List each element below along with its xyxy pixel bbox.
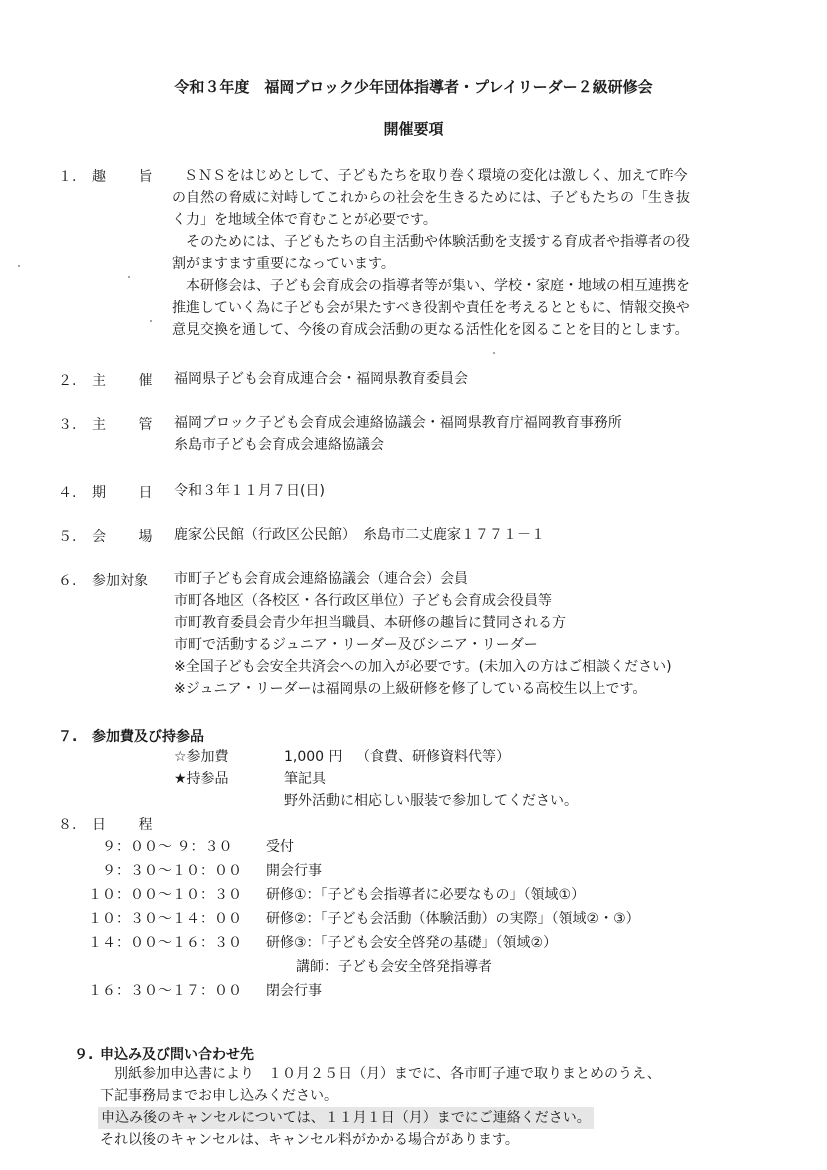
section-7-number: ７.: [58, 729, 78, 745]
section-6-line: ※全国子ども会安全共済会への加入が必要です。(未加入の方はご相談ください): [174, 659, 672, 675]
document-subtitle: 開催要項: [383, 120, 444, 138]
section-1-line: 割がますます重要になっています。: [172, 256, 395, 272]
section-1-label: 趣 旨: [92, 169, 167, 185]
section-1-line: そのためには、子どもたちの自主活動や体験活動を支援する育成者や指導者の役: [186, 234, 690, 250]
schedule-time: １０：３０～１４：００: [88, 911, 242, 927]
section-6-body: [174, 568, 672, 700]
section-9-label: 申込み及び問い合わせ先: [100, 1047, 254, 1063]
fee-label: ☆参加費: [174, 749, 229, 765]
items-text: 筆記具: [284, 771, 326, 787]
section-1-line: 意見交換を通して、今後の育成会活動の更なる活性化を図ることを目的とします。: [172, 322, 689, 338]
scan-speck: [128, 276, 130, 278]
section-6-line: 市町で活動するジュニア・リーダー及びシニア・リーダー: [174, 637, 538, 653]
section-5-label: 会 場: [92, 529, 167, 545]
section-9-number: ９.: [74, 1047, 94, 1063]
section-6-line: 市町各地区（各校区・各行政区単位）子ども会育成会役員等: [174, 593, 552, 609]
section-6-label: 参加対象: [92, 573, 148, 589]
section-3-label: 主 管: [92, 417, 167, 433]
section-8-number: ８.: [58, 817, 77, 833]
section-4-number: ４.: [58, 485, 77, 501]
schedule-desc: 閉会行事: [266, 983, 322, 999]
section-6-line: 市町教育委員会青少年担当職員、本研修の趣旨に賛同される方: [174, 615, 566, 631]
section-1-line: く力」を地域全体で育むことが必要です。: [172, 212, 437, 228]
schedule-desc: 受付: [266, 839, 294, 855]
section-9-heading: [74, 1044, 254, 1064]
schedule-desc: 開会行事: [266, 863, 322, 879]
section-2-body: 福岡県子ども会育成連合会・福岡県教育委員会: [174, 371, 468, 387]
schedule-time: １４：００～１６：３０: [88, 935, 242, 951]
fee-note: （食費、研修資料代等）: [356, 749, 510, 765]
section-1-heading: [58, 166, 166, 186]
section-5-number: ５.: [58, 529, 77, 545]
schedule-time: ９：３０～１０：００: [102, 863, 242, 879]
section-7-label: 参加費及び持参品: [92, 729, 204, 745]
section-3-line: 糸島市子ども会育成会連絡協議会: [174, 437, 384, 453]
schedule-time: １６：３０～１７：００: [88, 983, 242, 999]
section-4-label: 期 日: [92, 485, 167, 501]
schedule-desc: 研修①：「子ども会指導者に必要なもの」（領域①）: [266, 887, 586, 903]
scan-speck: [493, 352, 495, 354]
section-3-heading: [58, 414, 166, 434]
section-5-heading: [58, 526, 166, 546]
document-title: 令和３年度 福岡ブロック少年団体指導者・プレイリーダー２級研修会: [174, 78, 653, 96]
section-9-line: 下記事務局までお申し込みください。: [100, 1088, 338, 1104]
section-4-heading: [58, 482, 166, 502]
section-6-line: ※ジュニア・リーダーは福岡県の上級研修を修了している高校生以上です。: [174, 681, 647, 697]
section-1-line: 本研修会は、子ども会育成会の指導者等が集い、学校・家庭・地域の相互連携を: [186, 278, 690, 294]
cancel-deadline-highlight: 申込み後のキャンセルについては、１１月１日（月）までにご連絡ください。: [98, 1107, 594, 1129]
schedule-time: ９：００～ ９：３０: [102, 839, 233, 855]
section-7-heading: [58, 726, 204, 746]
schedule-desc: 研修③：「子ども会安全啓発の基礎」（領域②）: [266, 935, 558, 951]
section-8-label: 日 程: [92, 817, 167, 833]
section-2-heading: [58, 370, 166, 390]
section-8-heading: [58, 814, 166, 834]
schedule-lecturer: 講師：子ども会安全啓発指導者: [296, 959, 492, 975]
section-1-body: [172, 165, 690, 341]
scan-speck: [150, 320, 152, 322]
section-2-label: 主 催: [92, 373, 167, 389]
scan-speck: [18, 265, 20, 267]
section-3-number: ３.: [58, 417, 77, 433]
section-4-body: 令和３年１１月７日(日): [174, 483, 325, 499]
section-1-number: １.: [58, 169, 77, 185]
items-label: ★持参品: [174, 771, 229, 787]
section-9-line: それ以後のキャンセルは、キャンセル料がかかる場合があります。: [100, 1132, 519, 1148]
section-6-line: 市町子ども会育成会連絡協議会（連合会）会員: [174, 571, 468, 587]
section-1-line: 推進していく為に子ども会が果たすべき役割や責任を考えるとともに、情報交換や: [172, 300, 690, 316]
section-1-line: ＳＮＳをはじめとして、子どもたちを取り巻く環境の変化は激しく、加えて昨今: [184, 168, 688, 184]
section-6-number: ６.: [58, 573, 77, 589]
section-2-number: ２.: [58, 373, 77, 389]
fee-amount: 1,000 円: [284, 749, 343, 765]
schedule-time: １０：００～１０：３０: [88, 887, 242, 903]
section-5-body: 鹿家公民館（行政区公民館） 糸島市二丈鹿家１７７１－１: [174, 527, 545, 543]
section-1-line: の自然の脅威に対峙してこれからの社会を生きるためには、子どもたちの「生き抜: [172, 190, 690, 206]
section-3-line: 福岡ブロック子ども会育成会連絡協議会・福岡県教育庁福岡教育事務所: [174, 415, 622, 431]
items-note: 野外活動に相応しい服装で参加してください。: [284, 793, 578, 809]
schedule-desc: 研修②：「子ども会活動（体験活動）の実際」（領域②・③）: [266, 911, 640, 927]
section-3-body: [174, 412, 622, 456]
section-6-heading: [58, 570, 148, 590]
section-9-line: 別紙参加申込書により １０月２５日（月）までに、各市町子連で取りまとめのうえ、: [114, 1066, 661, 1082]
